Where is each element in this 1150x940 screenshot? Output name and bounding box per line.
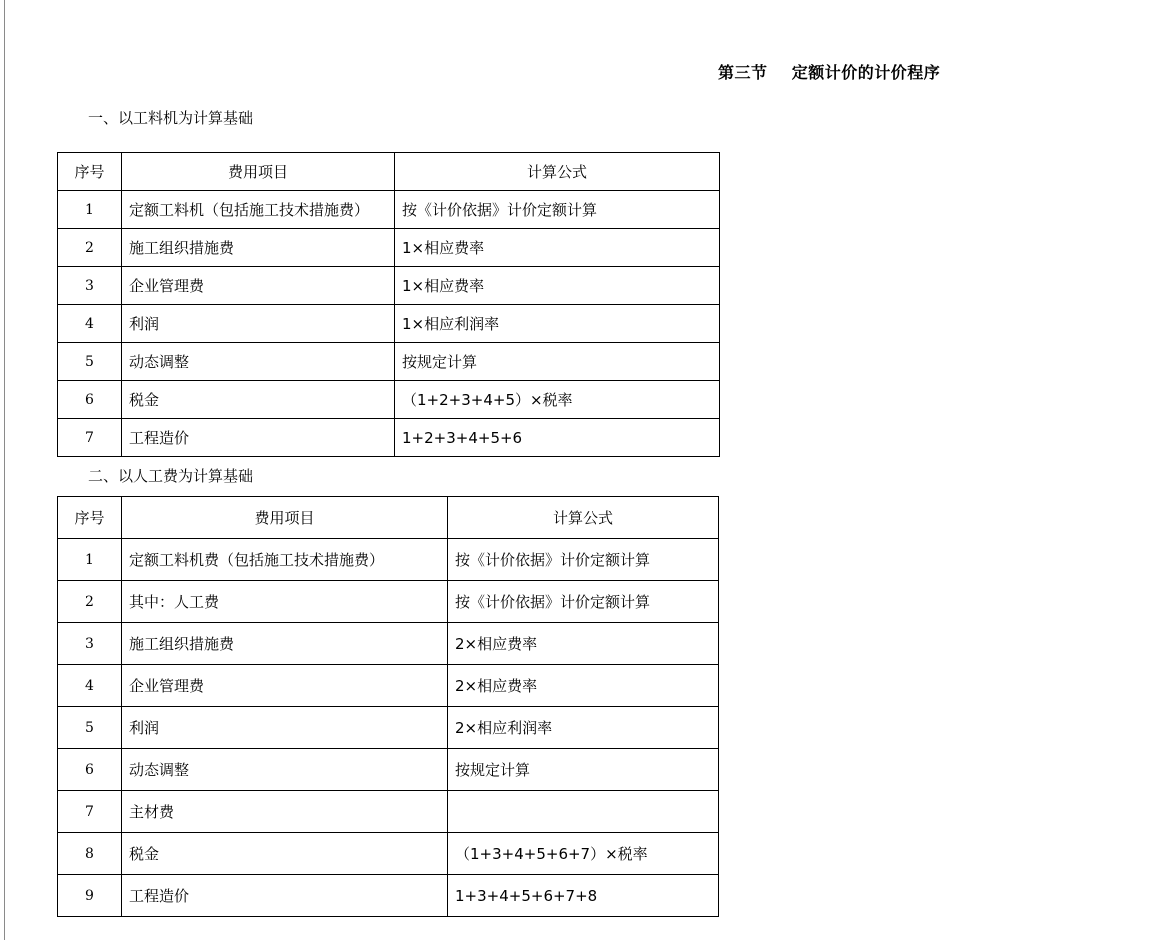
row-formula: 1×相应费率	[395, 267, 720, 305]
header-formula: 计算公式	[448, 497, 719, 539]
row-item: 定额工料机（包括施工技术措施费）	[122, 191, 395, 229]
page-title: 第三节 定额计价的计价程序	[718, 63, 941, 82]
row-seq: 2	[58, 581, 122, 623]
row-item: 施工组织措施费	[122, 623, 448, 665]
row-formula: 按《计价依据》计价定额计算	[448, 539, 719, 581]
row-seq: 9	[58, 875, 122, 917]
row-seq: 1	[58, 191, 122, 229]
procedure-table-labor-basis	[57, 496, 719, 917]
table-row	[58, 229, 720, 267]
row-seq: 5	[58, 343, 122, 381]
table-row	[58, 791, 719, 833]
table-row	[58, 381, 720, 419]
row-formula: 2×相应费率	[448, 665, 719, 707]
section-1-heading: 一、以工料机为计算基础	[88, 109, 254, 127]
row-formula: 2×相应利润率	[448, 707, 719, 749]
row-item: 企业管理费	[122, 267, 395, 305]
row-formula: 按《计价依据》计价定额计算	[448, 581, 719, 623]
table-row	[58, 539, 719, 581]
row-seq: 1	[58, 539, 122, 581]
row-item: 工程造价	[122, 419, 395, 457]
row-item: 定额工料机费（包括施工技术措施费）	[122, 539, 448, 581]
table-row	[58, 665, 719, 707]
row-formula: 2×相应费率	[448, 623, 719, 665]
row-seq: 3	[58, 267, 122, 305]
table-row	[58, 623, 719, 665]
table-row	[58, 581, 719, 623]
row-formula: （1+3+4+5+6+7）×税率	[448, 833, 719, 875]
table-row	[58, 343, 720, 381]
row-formula: 1×相应利润率	[395, 305, 720, 343]
table-header-row	[58, 497, 719, 539]
row-seq: 6	[58, 381, 122, 419]
row-formula: 1+2+3+4+5+6	[395, 419, 720, 457]
row-item: 利润	[122, 707, 448, 749]
header-formula: 计算公式	[395, 153, 720, 191]
table-row	[58, 833, 719, 875]
row-item: 施工组织措施费	[122, 229, 395, 267]
row-item: 动态调整	[122, 749, 448, 791]
table-row	[58, 707, 719, 749]
row-seq: 7	[58, 791, 122, 833]
row-seq: 2	[58, 229, 122, 267]
table-row	[58, 749, 719, 791]
table-row	[58, 875, 719, 917]
row-seq: 3	[58, 623, 122, 665]
row-item: 税金	[122, 833, 448, 875]
header-item: 费用项目	[122, 497, 448, 539]
page-left-border	[4, 0, 5, 940]
row-item: 工程造价	[122, 875, 448, 917]
row-formula	[448, 791, 719, 833]
row-seq: 4	[58, 305, 122, 343]
row-formula: 按规定计算	[395, 343, 720, 381]
row-formula: 1+3+4+5+6+7+8	[448, 875, 719, 917]
header-item: 费用项目	[122, 153, 395, 191]
row-seq: 5	[58, 707, 122, 749]
section-2-heading: 二、以人工费为计算基础	[88, 467, 254, 485]
procedure-table-material-basis	[57, 152, 720, 457]
row-item: 利润	[122, 305, 395, 343]
row-formula: 按规定计算	[448, 749, 719, 791]
row-item: 主材费	[122, 791, 448, 833]
row-formula: （1+2+3+4+5）×税率	[395, 381, 720, 419]
table-row	[58, 267, 720, 305]
table-header-row	[58, 153, 720, 191]
table-row	[58, 191, 720, 229]
header-seq: 序号	[58, 153, 122, 191]
header-seq: 序号	[58, 497, 122, 539]
row-item: 其中：人工费	[122, 581, 448, 623]
row-seq: 8	[58, 833, 122, 875]
row-seq: 6	[58, 749, 122, 791]
row-formula: 1×相应费率	[395, 229, 720, 267]
row-item: 动态调整	[122, 343, 395, 381]
row-item: 企业管理费	[122, 665, 448, 707]
row-item: 税金	[122, 381, 395, 419]
row-seq: 4	[58, 665, 122, 707]
row-formula: 按《计价依据》计价定额计算	[395, 191, 720, 229]
table-row	[58, 305, 720, 343]
table-row	[58, 419, 720, 457]
row-seq: 7	[58, 419, 122, 457]
